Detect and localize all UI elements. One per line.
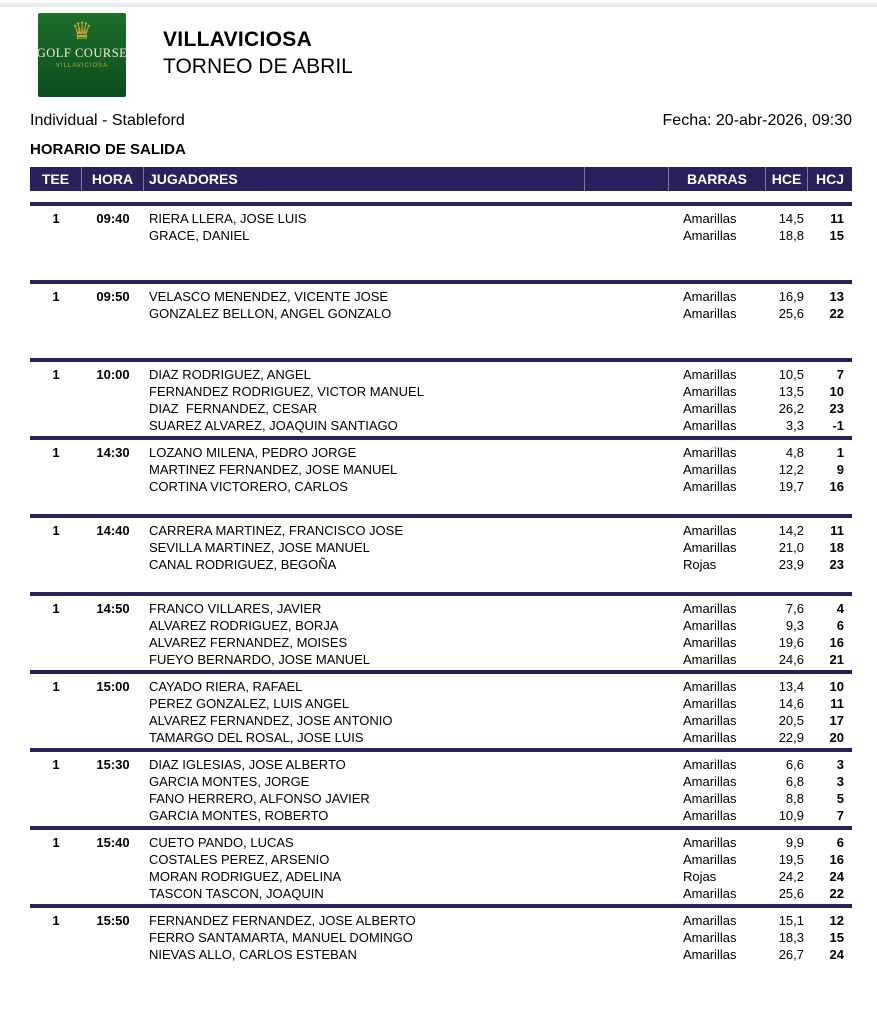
hora-cell: 14:40 (96, 523, 130, 538)
hcj-cell: 24 (829, 869, 844, 884)
spacer-cell (585, 868, 669, 885)
player-row (30, 634, 852, 651)
hce-cell: 9,9 (785, 835, 804, 850)
hcj-cell: 7 (836, 808, 844, 823)
hora-cell (82, 383, 144, 400)
player-row (30, 834, 852, 851)
hcj-cell: 22 (829, 306, 844, 321)
hcj-cell: 11 (830, 696, 844, 711)
player-row (30, 729, 852, 746)
tee-cell (30, 417, 82, 434)
barras-cell: Amarillas (683, 601, 737, 616)
hora-cell (82, 712, 144, 729)
hce-cell: 24,2 (778, 869, 804, 884)
tournament-title: TORNEO DE ABRIL (163, 55, 353, 78)
hora-cell: 09:50 (96, 289, 130, 304)
logo-location: VILLAVICIOSA (55, 63, 109, 69)
hce-cell: 4,8 (785, 445, 804, 460)
spacer-cell (585, 417, 669, 434)
spacer-cell (585, 478, 669, 495)
hcj-cell: 5 (836, 791, 844, 806)
hora-cell (82, 651, 144, 668)
spacer-cell (585, 678, 669, 695)
hora-cell (82, 634, 144, 651)
spacer-cell (585, 729, 669, 746)
title-block (163, 13, 353, 79)
tee-cell (30, 556, 82, 573)
barras-cell: Amarillas (683, 462, 737, 477)
tee-cell (30, 539, 82, 556)
player-row (30, 651, 852, 668)
spacer-cell (585, 400, 669, 417)
tee-cell (30, 773, 82, 790)
spacer-cell (585, 210, 669, 227)
section-title: HORARIO DE SALIDA (30, 141, 186, 158)
hora-cell (82, 946, 144, 963)
barras-cell: Amarillas (683, 791, 737, 806)
tee-time-group (30, 748, 852, 826)
player-name-cell: CANAL RODRIGUEZ, BEGOÑA (149, 557, 337, 572)
hcj-cell: 1 (836, 445, 844, 460)
hce-cell: 18,8 (778, 228, 804, 243)
tee-time-group (30, 280, 852, 358)
barras-cell: Amarillas (683, 306, 737, 321)
player-name-cell: COSTALES PEREZ, ARSENIO (149, 852, 330, 867)
player-name-cell: GONZALEZ BELLON, ANGEL GONZALO (149, 306, 392, 321)
spacer-cell (585, 522, 669, 539)
hora-cell (82, 807, 144, 824)
hcj-cell: 3 (836, 774, 844, 789)
hcj-cell: -1 (832, 418, 844, 433)
player-row (30, 617, 852, 634)
tee-cell: 1 (52, 367, 60, 382)
spacer-cell (585, 773, 669, 790)
hora-cell: 15:30 (96, 757, 130, 772)
column-header-tee: TEE (30, 167, 82, 191)
barras-cell: Amarillas (683, 757, 737, 772)
player-name-cell: SEVILLA MARTINEZ, JOSE MANUEL (149, 540, 370, 555)
hora-cell (82, 417, 144, 434)
hce-cell: 19,6 (778, 635, 804, 650)
hce-cell: 25,6 (778, 886, 804, 901)
barras-cell: Amarillas (683, 618, 737, 633)
player-row (30, 678, 852, 695)
spacer-cell (585, 539, 669, 556)
player-row (30, 210, 852, 227)
hce-cell: 24,6 (778, 652, 804, 667)
hora-cell (82, 461, 144, 478)
spacer-cell (585, 695, 669, 712)
barras-cell: Amarillas (683, 913, 737, 928)
player-row (30, 417, 852, 434)
tee-cell (30, 634, 82, 651)
hora-cell (82, 539, 144, 556)
hcj-cell: 23 (829, 401, 844, 416)
player-row (30, 807, 852, 824)
player-name-cell: GRACE, DANIEL (149, 228, 250, 243)
player-row (30, 773, 852, 790)
tee-cell (30, 868, 82, 885)
player-row (30, 851, 852, 868)
player-row (30, 929, 852, 946)
player-name-cell: GARCIA MONTES, JORGE (149, 774, 310, 789)
hce-cell: 10,9 (778, 808, 804, 823)
hora-cell (82, 478, 144, 495)
player-row (30, 946, 852, 963)
hora-cell (82, 227, 144, 244)
hora-cell (82, 885, 144, 902)
hce-cell: 14,5 (778, 211, 804, 226)
hora-cell (82, 729, 144, 746)
spacer-cell (585, 651, 669, 668)
hcj-cell: 18 (829, 540, 844, 555)
player-row (30, 539, 852, 556)
player-name-cell: FUEYO BERNARDO, JOSE MANUEL (149, 652, 371, 667)
tee-cell: 1 (52, 757, 60, 772)
barras-cell: Amarillas (683, 445, 737, 460)
barras-cell: Amarillas (683, 713, 737, 728)
player-name-cell: FRANCO VILLARES, JAVIER (149, 601, 322, 616)
player-row (30, 478, 852, 495)
barras-cell: Amarillas (683, 679, 737, 694)
tee-cell: 1 (52, 835, 60, 850)
barras-cell: Amarillas (683, 401, 737, 416)
player-name-cell: DIAZ RODRIGUEZ, ANGEL (149, 367, 311, 382)
barras-cell: Amarillas (683, 730, 737, 745)
hce-cell: 18,3 (778, 930, 804, 945)
hora-cell (82, 929, 144, 946)
logo-name: GOLF COURSE (36, 46, 128, 60)
player-row (30, 227, 852, 244)
column-header-hora: HORA (82, 167, 144, 191)
hora-cell (82, 790, 144, 807)
player-name-cell: MARTINEZ FERNANDEZ, JOSE MANUEL (149, 462, 398, 477)
hce-cell: 7,6 (785, 601, 804, 616)
column-header-hcj: HCJ (815, 171, 844, 187)
tee-cell: 1 (52, 289, 60, 304)
tee-time-group (30, 436, 852, 514)
hcj-cell: 16 (829, 852, 844, 867)
spacer-cell (585, 383, 669, 400)
barras-cell: Amarillas (683, 367, 737, 382)
spacer-cell (585, 946, 669, 963)
player-name-cell: FERRO SANTAMARTA, MANUEL DOMINGO (149, 930, 413, 945)
player-row (30, 366, 852, 383)
spacer-cell (585, 756, 669, 773)
hcj-cell: 6 (836, 835, 844, 850)
tee-cell (30, 383, 82, 400)
tee-cell (30, 227, 82, 244)
player-name-cell: RIERA LLERA, JOSE LUIS (149, 211, 307, 226)
column-header-hce: HCE (766, 167, 808, 191)
hce-cell: 16,9 (778, 289, 804, 304)
hce-cell: 6,6 (785, 757, 804, 772)
player-name-cell: MORAN RODRIGUEZ, ADELINA (149, 869, 342, 884)
hcj-cell: 6 (836, 618, 844, 633)
column-header-spacer (585, 167, 669, 191)
barras-cell: Amarillas (683, 835, 737, 850)
page-header (0, 0, 877, 97)
player-name-cell: VELASCO MENENDEZ, VICENTE JOSE (149, 289, 389, 304)
hce-cell: 22,9 (778, 730, 804, 745)
tee-cell (30, 712, 82, 729)
barras-cell: Amarillas (683, 418, 737, 433)
barras-cell: Amarillas (683, 635, 737, 650)
tee-cell (30, 695, 82, 712)
tee-cell (30, 400, 82, 417)
barras-cell: Amarillas (683, 808, 737, 823)
hce-cell: 13,5 (778, 384, 804, 399)
player-row (30, 522, 852, 539)
hce-cell: 14,6 (778, 696, 804, 711)
spacer-cell (585, 929, 669, 946)
hora-cell (82, 868, 144, 885)
hora-cell (82, 851, 144, 868)
barras-cell: Amarillas (683, 228, 737, 243)
crown-icon: ♛ (71, 18, 93, 45)
hcj-cell: 15 (829, 228, 844, 243)
player-row (30, 756, 852, 773)
tee-cell: 1 (52, 445, 60, 460)
tee-time-group (30, 904, 852, 982)
player-name-cell: ALVAREZ FERNANDEZ, MOISES (149, 635, 348, 650)
competition-format: Individual - Stableford (30, 112, 185, 129)
tee-cell (30, 929, 82, 946)
hora-cell: 10:00 (96, 367, 130, 382)
player-name-cell: LOZANO MILENA, PEDRO JORGE (149, 445, 357, 460)
tee-time-group (30, 670, 852, 748)
hce-cell: 23,9 (778, 557, 804, 572)
club-title: VILLAVICIOSA (163, 28, 313, 51)
player-row (30, 383, 852, 400)
player-name-cell: FERNANDEZ FERNANDEZ, JOSE ALBERTO (149, 913, 416, 928)
barras-cell: Amarillas (683, 852, 737, 867)
hora-cell (82, 617, 144, 634)
barras-cell: Rojas (683, 557, 717, 572)
spacer-cell (585, 288, 669, 305)
spacer-cell (585, 461, 669, 478)
player-row (30, 305, 852, 322)
tee-cell (30, 461, 82, 478)
hora-cell: 15:40 (96, 835, 130, 850)
column-header-barras: BARRAS (669, 167, 766, 191)
tee-cell (30, 807, 82, 824)
spacer-cell (585, 912, 669, 929)
player-name-cell: TAMARGO DEL ROSAL, JOSE LUIS (149, 730, 364, 745)
spacer-cell (585, 366, 669, 383)
barras-cell: Amarillas (683, 774, 737, 789)
tee-cell: 1 (52, 601, 60, 616)
player-row (30, 444, 852, 461)
player-name-cell: ALVAREZ RODRIGUEZ, BORJA (149, 618, 339, 633)
hce-cell: 26,7 (778, 947, 804, 962)
barras-cell: Amarillas (683, 479, 737, 494)
barras-cell: Amarillas (683, 652, 737, 667)
tee-cell (30, 946, 82, 963)
player-name-cell: NIEVAS ALLO, CARLOS ESTEBAN (149, 947, 357, 962)
spacer-cell (585, 444, 669, 461)
hora-cell (82, 305, 144, 322)
barras-cell: Amarillas (683, 930, 737, 945)
player-row (30, 912, 852, 929)
hce-cell: 25,6 (778, 306, 804, 321)
hora-cell: 09:40 (96, 211, 130, 226)
hce-cell: 10,5 (778, 367, 804, 382)
spacer-cell (585, 634, 669, 651)
hora-cell (82, 400, 144, 417)
barras-cell: Amarillas (683, 211, 737, 226)
hce-cell: 15,1 (778, 913, 804, 928)
tee-cell (30, 790, 82, 807)
player-name-cell: DIAZ IGLESIAS, JOSE ALBERTO (149, 757, 346, 772)
tee-cell: 1 (52, 211, 60, 226)
spacer-cell (585, 885, 669, 902)
tee-cell: 1 (52, 679, 60, 694)
player-name-cell: SUAREZ ALVAREZ, JOAQUIN SANTIAGO (149, 418, 398, 433)
player-name-cell: FANO HERRERO, ALFONSO JAVIER (149, 791, 370, 806)
tee-cell: 1 (52, 913, 60, 928)
hcj-cell: 16 (829, 635, 844, 650)
hcj-cell: 16 (829, 479, 844, 494)
player-row (30, 885, 852, 902)
hce-cell: 13,4 (778, 679, 804, 694)
player-row (30, 288, 852, 305)
tee-time-group (30, 358, 852, 436)
player-row (30, 600, 852, 617)
hce-cell: 6,8 (785, 774, 804, 789)
hcj-cell: 22 (829, 886, 844, 901)
barras-cell: Amarillas (683, 289, 737, 304)
barras-cell: Amarillas (683, 540, 737, 555)
spacer-cell (585, 712, 669, 729)
hora-cell (82, 556, 144, 573)
spacer-cell (585, 807, 669, 824)
hcj-cell: 7 (836, 367, 844, 382)
player-name-cell: CORTINA VICTORERO, CARLOS (149, 479, 348, 494)
hce-cell: 8,8 (785, 791, 804, 806)
player-name-cell: FERNANDEZ RODRIGUEZ, VICTOR MANUEL (149, 384, 424, 399)
player-row (30, 790, 852, 807)
hce-cell: 19,5 (778, 852, 804, 867)
hce-cell: 9,3 (785, 618, 804, 633)
player-row (30, 461, 852, 478)
player-name-cell: ALVAREZ FERNANDEZ, JOSE ANTONIO (149, 713, 393, 728)
spacer-cell (585, 790, 669, 807)
hcj-cell: 9 (836, 462, 844, 477)
player-name-cell: CARRERA MARTINEZ, FRANCISCO JOSE (149, 523, 404, 538)
hcj-cell: 10 (829, 679, 844, 694)
player-row (30, 556, 852, 573)
hce-cell: 21,0 (778, 540, 804, 555)
spacer-cell (585, 834, 669, 851)
player-name-cell: TASCON TASCON, JOAQUIN (149, 886, 324, 901)
hora-cell: 15:50 (96, 913, 130, 928)
tee-time-group (30, 202, 852, 280)
hcj-cell: 17 (829, 713, 844, 728)
player-name-cell: PEREZ GONZALEZ, LUIS ANGEL (149, 696, 350, 711)
spacer-cell (585, 556, 669, 573)
start-times-table (30, 167, 852, 982)
table-body (30, 202, 852, 982)
table-header-row (30, 167, 852, 191)
golf-course-logo (38, 13, 126, 97)
barras-cell: Amarillas (683, 384, 737, 399)
hcj-cell: 24 (829, 947, 844, 962)
tee-cell: 1 (52, 523, 60, 538)
hce-cell: 26,2 (778, 401, 804, 416)
hce-cell: 14,2 (778, 523, 804, 538)
page-top-rule (0, 3, 877, 7)
tee-cell (30, 617, 82, 634)
player-name-cell: DIAZ FERNANDEZ, CESAR (149, 401, 318, 416)
barras-cell: Rojas (683, 869, 717, 884)
meta-row (30, 112, 852, 130)
tee-time-group (30, 592, 852, 670)
hora-cell (82, 773, 144, 790)
hce-cell: 19,7 (778, 479, 804, 494)
spacer-cell (585, 851, 669, 868)
hcj-cell: 21 (829, 652, 844, 667)
barras-cell: Amarillas (683, 886, 737, 901)
hcj-cell: 3 (836, 757, 844, 772)
competition-date: Fecha: 20-abr-2026, 09:30 (662, 112, 852, 129)
player-row (30, 400, 852, 417)
tee-cell (30, 651, 82, 668)
hcj-cell: 4 (836, 601, 844, 616)
player-row (30, 868, 852, 885)
spacer-cell (585, 617, 669, 634)
hcj-cell: 10 (829, 384, 844, 399)
spacer-cell (585, 600, 669, 617)
tee-cell (30, 885, 82, 902)
tee-time-group (30, 826, 852, 904)
hce-cell: 3,3 (785, 418, 804, 433)
player-name-cell: CAYADO RIERA, RAFAEL (149, 679, 303, 694)
hcj-cell: 12 (829, 913, 844, 928)
hora-cell: 14:30 (96, 445, 130, 460)
hcj-cell: 13 (829, 289, 844, 304)
tee-cell (30, 478, 82, 495)
hcj-cell: 11 (830, 523, 844, 538)
hcj-cell: 20 (829, 730, 844, 745)
hcj-cell: 23 (829, 557, 844, 572)
hcj-cell: 11 (830, 211, 844, 226)
tee-cell (30, 729, 82, 746)
player-row (30, 712, 852, 729)
spacer-cell (585, 227, 669, 244)
tee-time-group (30, 514, 852, 592)
tee-cell (30, 305, 82, 322)
barras-cell: Amarillas (683, 523, 737, 538)
hora-cell (82, 695, 144, 712)
barras-cell: Amarillas (683, 947, 737, 962)
tee-cell (30, 851, 82, 868)
player-name-cell: GARCIA MONTES, ROBERTO (149, 808, 329, 823)
player-name-cell: CUETO PANDO, LUCAS (149, 835, 294, 850)
column-header-jugadores: JUGADORES (144, 167, 585, 191)
player-row (30, 695, 852, 712)
hora-cell: 15:00 (96, 679, 130, 694)
barras-cell: Amarillas (683, 696, 737, 711)
hce-cell: 20,5 (778, 713, 804, 728)
hce-cell: 12,2 (778, 462, 804, 477)
hcj-cell: 15 (829, 930, 844, 945)
spacer-cell (585, 305, 669, 322)
hora-cell: 14:50 (96, 601, 130, 616)
